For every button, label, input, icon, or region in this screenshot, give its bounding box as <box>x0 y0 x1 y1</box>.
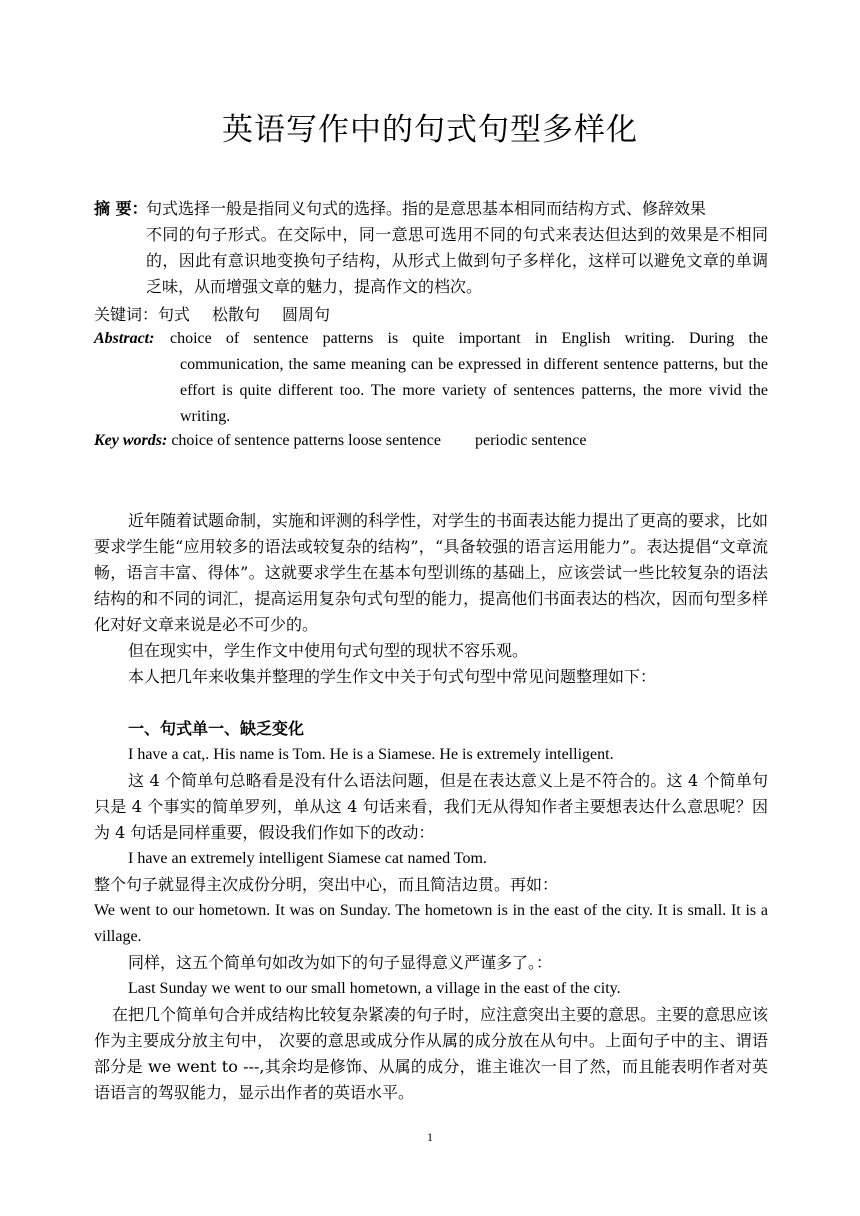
paragraph: 本人把几年来收集并整理的学生作文中关于句式句型中常见问题整理如下： <box>128 667 657 686</box>
abstract-en-label: Abstract: <box>94 330 155 347</box>
keywords-chinese <box>94 302 352 325</box>
document-body <box>94 508 768 1106</box>
keyword-item: 松散句 <box>212 305 261 324</box>
abstract-cn-text: 不同的句子形式。在交际中，同一意思可选用不同的句式来表达但达到的效果是不相同的，因此有意识地变换句子结构，从形式上做到句子多样化，这样可以避免文章的单调乏味，从而增强文章的魅力，提高作文的档次。 <box>146 225 768 296</box>
paragraph: 但在现实中，学生作文中使用句式句型的现状不容乐观。 <box>128 641 529 660</box>
paragraph: 近年随着试题命制，实施和评测的科学性，对学生的书面表达能力提出了更高的要求，比如要求学生能“应用较多的语法或较复杂的结构”，“具备较强的语言运用能力”。表达提倡“文章流畅，语言丰富、得体”。这就要求学生在基本句型训练的基础上，应该尝试一些比较复杂的语法结构的和不同的词汇，提高运用复杂句式句型的能力，提高他们书面表达的档次，因而句型多样化对好文章来说是必不可少的。 <box>94 511 769 634</box>
keyword-item: 圆周句 <box>282 305 331 324</box>
abstract-cn-label: 摘 要： <box>94 199 148 218</box>
keywords-english <box>94 432 586 450</box>
paragraph: 在把几个简单句合并成结构比较复杂紧凑的句子时，应注意突出主要的意思。主要的意思应该作为主要成分放主句中， 次要的意思或成分作从属的成分放在从句中。上面句子中的主、谓语部分是 we went to ---,其余均是修饰、从属的成分，谁主谁次一目了然，而且能表明作者对英语语言的驾驭能力，显示出作者的英语水平。 <box>94 1005 769 1102</box>
example-sentence: Last Sunday we went to our small hometown, a village in the east of the city. <box>128 980 621 997</box>
paragraph: 这 4 个简单句总略看是没有什么语法问题，但是在表达意义上是不符合的。这 4 个简单句只是 4 个事实的简单罗列，单从这 4 句话来看，我们无从得知作者主要想表达什么意思呢？因为 4 句话是同样重要，假设我们作如下的改动： <box>94 771 768 842</box>
abstract-en-line1: choice of sentence patterns is quite important in English writing. During the <box>170 330 768 347</box>
example-sentence: We went to our hometown. It was on Sunday. The hometown is in the east of the city. It is small. It is a village. <box>94 902 768 945</box>
keywords-en-text2: periodic sentence <box>474 432 587 449</box>
abstract-cn-line1: 句式选择一般是指同义句式的选择。指的是意思基本相同而结构方式、修辞效果 <box>146 199 707 218</box>
document-title: 英语写作中的句式句型多样化 <box>222 112 638 148</box>
example-sentence: I have an extremely intelligent Siamese cat named Tom. <box>128 850 487 867</box>
example-sentence: I have a cat,. His name is Tom. He is a Siamese. He is extremely intelligent. <box>128 746 614 763</box>
paragraph: 同样，这五个简单句如改为如下的句子显得意义严谨多了。： <box>128 953 553 972</box>
keyword-item: 句式 <box>158 305 191 324</box>
abstract-en-text: communication, the same meaning can be expressed in different sentence patterns, but the effort is quite different too. The more variety of sentences patterns, the more vivid the writing. <box>180 356 768 425</box>
paragraph: 整个句子就显得主次成份分明，突出中心，而且简洁边贯。再如： <box>94 875 559 894</box>
keywords-cn-label: 关键词： <box>94 305 159 324</box>
page-number: 1 <box>427 1130 433 1144</box>
section-heading: 一、句式单一、缺乏变化 <box>128 719 305 738</box>
keywords-en-label: Key words: <box>94 432 168 449</box>
keywords-en-text1: choice of sentence patterns loose sentence <box>167 432 441 449</box>
